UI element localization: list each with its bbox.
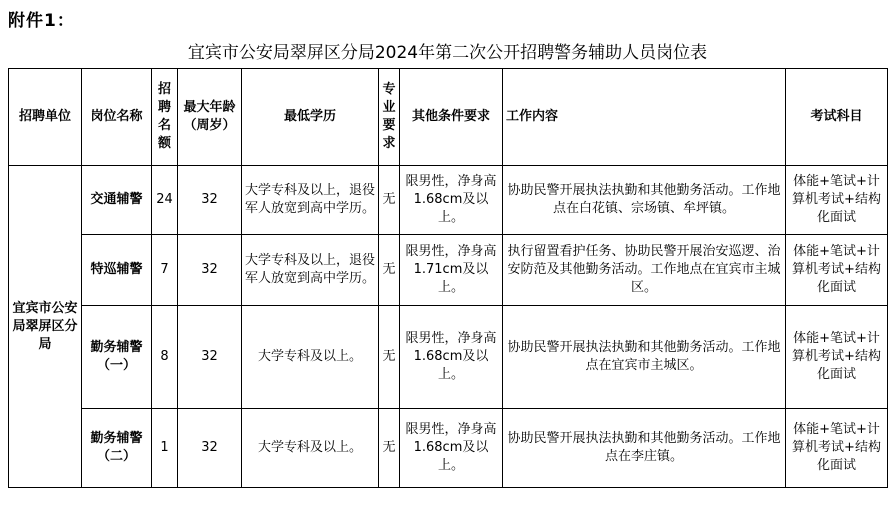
table-row [9,235,888,306]
exam-subjects-cell: 体能+笔试+计算机考试+结构化面试 [786,235,888,306]
work-content-cell: 协助民警开展执法执勤和其他勤务活动。工作地点在白花镇、宗场镇、牟坪镇。 [503,166,786,235]
max-age-cell: 32 [178,235,242,306]
header-max-age: 最大年龄（周岁） [178,69,242,166]
positions-table [8,68,888,488]
header-content: 工作内容 [503,69,786,166]
education-cell: 大学专科及以上。 [242,409,379,488]
header-exam: 考试科目 [786,69,888,166]
education-cell: 大学专科及以上。 [242,306,379,409]
major-cell: 无 [379,306,400,409]
annex-label: 附件1： [8,11,75,31]
exam-subjects-cell: 体能+笔试+计算机考试+结构化面试 [786,166,888,235]
quota-cell: 24 [152,166,178,235]
max-age-cell: 32 [178,166,242,235]
other-requirements-cell: 限男性，净身高1.71cm及以上。 [400,235,503,306]
exam-subjects-cell: 体能+笔试+计算机考试+结构化面试 [786,409,888,488]
table-header-row [9,69,888,166]
exam-subjects-cell: 体能+笔试+计算机考试+结构化面试 [786,306,888,409]
header-other: 其他条件要求 [400,69,503,166]
work-content-cell: 协助民警开展执法执勤和其他勤务活动。工作地点在李庄镇。 [503,409,786,488]
max-age-cell: 32 [178,409,242,488]
header-quota: 招聘名额 [152,69,178,166]
position-cell: 勤务辅警（二） [82,409,152,488]
education-cell: 大学专科及以上，退役军人放宽到高中学历。 [242,235,379,306]
header-education: 最低学历 [242,69,379,166]
position-cell: 交通辅警 [82,166,152,235]
other-requirements-cell: 限男性，净身高1.68cm及以上。 [400,166,503,235]
major-cell: 无 [379,235,400,306]
table-row [9,306,888,409]
header-position: 岗位名称 [82,69,152,166]
table-row [9,409,888,488]
other-requirements-cell: 限男性，净身高1.68cm及以上。 [400,409,503,488]
recruiting-unit-cell: 宜宾市公安局翠屏区分局 [9,166,82,488]
other-requirements-cell: 限男性，净身高1.68cm及以上。 [400,306,503,409]
document-title: 宜宾市公安局翠屏区分局2024年第二次公开招聘警务辅助人员岗位表 [187,43,708,63]
quota-cell: 7 [152,235,178,306]
education-cell: 大学专科及以上，退役军人放宽到高中学历。 [242,166,379,235]
header-unit: 招聘单位 [9,69,82,166]
max-age-cell: 32 [178,306,242,409]
major-cell: 无 [379,409,400,488]
major-cell: 无 [379,166,400,235]
table-row [9,166,888,235]
quota-cell: 8 [152,306,178,409]
quota-cell: 1 [152,409,178,488]
header-major: 专业要求 [379,69,400,166]
position-cell: 特巡辅警 [82,235,152,306]
work-content-cell: 协助民警开展执法执勤和其他勤务活动。工作地点在宜宾市主城区。 [503,306,786,409]
position-cell: 勤务辅警（一） [82,306,152,409]
work-content-cell: 执行留置看护任务、协助民警开展治安巡逻、治安防范及其他勤务活动。工作地点在宜宾市主城区。 [503,235,786,306]
